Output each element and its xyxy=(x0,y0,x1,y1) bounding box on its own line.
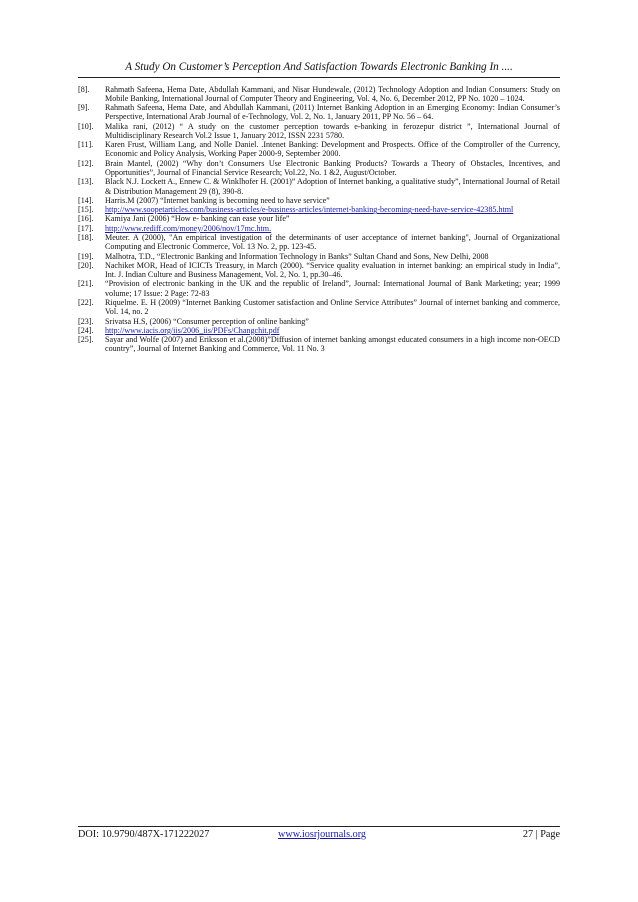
reference-number: [25]. xyxy=(78,335,94,345)
reference-text xyxy=(105,326,560,335)
page-footer xyxy=(78,829,560,843)
reference-text: Meuter. A (2000), "An empirical investigation of the determinants of user acceptance of internet banking", Journal of Organizational Computing and Electronic Commerce, Vol. 13 No. 2, pp. 123-45. xyxy=(105,233,560,252)
reference-text: Nachiket MOR, Head of ICICTs Treasury, in March (2000). “Service quality evaluation in internet banking: an empirical study in India”, Int. J. Indian Culture and Business Management, Vol. 2, No. 1, pp.30–46. xyxy=(105,260,560,280)
reference-item xyxy=(78,298,560,317)
reference-number: [23]. xyxy=(78,316,94,326)
reference-text: Rahmath Safeena, Hema Date, Abdullah Kammani, and Nisar Hundewale, (2012) Technology Adoption and Indian Consumers: Study on Mobile Banking, International Journal of Computer Theory and Engineering, Vol. 4, No. 6, December 2012, PP No. 1020 – 1024. xyxy=(105,84,560,103)
reference-item xyxy=(78,224,560,233)
reference-number: [9]. xyxy=(78,103,90,113)
reference-text: Rahmath Safeena, Hema Date, and Abdullah Kammani, (2011) Internet Banking Adoption in an Emerging Economy: Indian Consumer’s Perspective, International Arab Journal of e-Technology, Vol. 2, No. 1, January 2011, PP No. 56 – 64. xyxy=(105,103,560,122)
reference-item xyxy=(78,252,560,261)
reference-number: [19]. xyxy=(78,251,94,261)
reference-item xyxy=(78,261,560,280)
reference-number: [11]. xyxy=(78,140,94,150)
reference-text: Sayar and Wolfe (2007) and Eriksson et al.(2008)”Diffusion of internet banking amongst educated consumers in a high income non-OECD country”, Journal of Internet Banking and Commerce, Vol. 11 No. 3 xyxy=(105,335,560,354)
reference-text: Malhotra, T.D., “Electronic Banking and Information Technology in Banks” Sultan Chand and Sons, New Delhi, 2008 xyxy=(105,251,489,261)
reference-text: Srivatsa H.S, (2006) “Consumer perception of online banking” xyxy=(105,316,309,326)
reference-text xyxy=(105,205,560,214)
reference-item xyxy=(78,159,560,178)
reference-text: “Provision of electronic banking in the UK and the republic of Ireland”, Journal: International Journal of Bank Marketing; year; 1999 volume; 17 Issue: 2 Page: 72-83 xyxy=(105,279,560,298)
reference-item xyxy=(78,196,560,205)
reference-item xyxy=(78,214,560,223)
running-title: A Study On Customer’s Perception And Satisfaction Towards Electronic Banking In .... xyxy=(125,61,513,73)
reference-text: Brain Mantel, (2002) “Why don’t Consumers Use Electronic Banking Products? Towards a Theory of Obstacles, Incentives, and Opportunities”, Journal of Financial Service Research; Vol.22, No. 1 &2, August/October. xyxy=(105,158,560,178)
reference-url-link[interactable]: http://www.iacis.org/iis/2006_iis/PDFs/Changchit.pdf xyxy=(105,325,280,335)
reference-number: [12]. xyxy=(78,158,94,168)
doi-label: DOI: 10.9790/487X-171222027 xyxy=(78,829,210,840)
reference-item xyxy=(78,103,560,122)
reference-number: [24]. xyxy=(78,325,94,335)
reference-url-link[interactable]: http://www.soopetarticles.com/business-articles/e-business-articles/internet-banking-becoming-need-have-service-42385.html xyxy=(105,205,514,215)
reference-text: Kamiya Jani (2006) “How e- banking can ease your life” xyxy=(105,214,290,224)
reference-number: [15]. xyxy=(78,205,94,215)
reference-list xyxy=(78,85,560,354)
reference-item xyxy=(78,335,560,354)
reference-text: Black N.J. Lockett A., Ennew C. & Winklhofer H. (2001)” Adoption of Internet banking, a qualitative study”, International Journal of Retail & Distribution Management 29 (8), 390-8. xyxy=(105,177,560,196)
reference-text: Harris.M (2007) “Internet banking is becoming need to have service” xyxy=(105,195,330,205)
reference-number: [21]. xyxy=(78,279,94,289)
reference-item xyxy=(78,177,560,196)
reference-item xyxy=(78,122,560,141)
reference-number: [14]. xyxy=(78,195,94,205)
reference-text: Karen Frust, William Lang, and Nolle Daniel. .Intenet Banking: Development and Prospects. Office of the Comptroller of the Currency, Economic and Policy Analysis, Working Paper 2000-9, September 2000. xyxy=(105,140,560,159)
journal-website-link[interactable]: www.iosrjournals.org xyxy=(278,829,367,840)
header-rule xyxy=(78,77,560,78)
reference-number: [13]. xyxy=(78,177,94,187)
reference-item xyxy=(78,279,560,298)
reference-number: [17]. xyxy=(78,223,94,233)
reference-number: [22]. xyxy=(78,297,94,307)
reference-url-link[interactable]: http://www.rediff.com/money/2006/nov/17mc.htm. xyxy=(105,223,272,233)
reference-number: [16]. xyxy=(78,214,94,224)
reference-item xyxy=(78,326,560,335)
reference-number: [18]. xyxy=(78,233,94,242)
reference-text xyxy=(105,224,560,233)
reference-item xyxy=(78,85,560,104)
reference-number: [10]. xyxy=(78,121,94,131)
reference-item xyxy=(78,140,560,159)
reference-text: Malika rani, (2012) “ A study on the customer perception towards e-banking in ferozepur district ”, International Journal of Multidisciplinary Research Vol.2 Issue 1, January 2012, ISSN 2231 5780. xyxy=(105,121,560,140)
reference-text: Riquelme. E. H (2009) “Internet Banking Customer satisfaction and Online Service Attributes” Journal of internet banking and commerce, Vol. 14, no. 2 xyxy=(105,297,560,317)
page-number: 27 | Page xyxy=(522,829,560,840)
reference-item xyxy=(78,317,560,326)
reference-item xyxy=(78,205,560,214)
reference-number: [8]. xyxy=(78,84,90,94)
reference-item xyxy=(78,233,560,252)
footer-rule xyxy=(78,826,560,827)
reference-number: [20]. xyxy=(78,260,94,270)
